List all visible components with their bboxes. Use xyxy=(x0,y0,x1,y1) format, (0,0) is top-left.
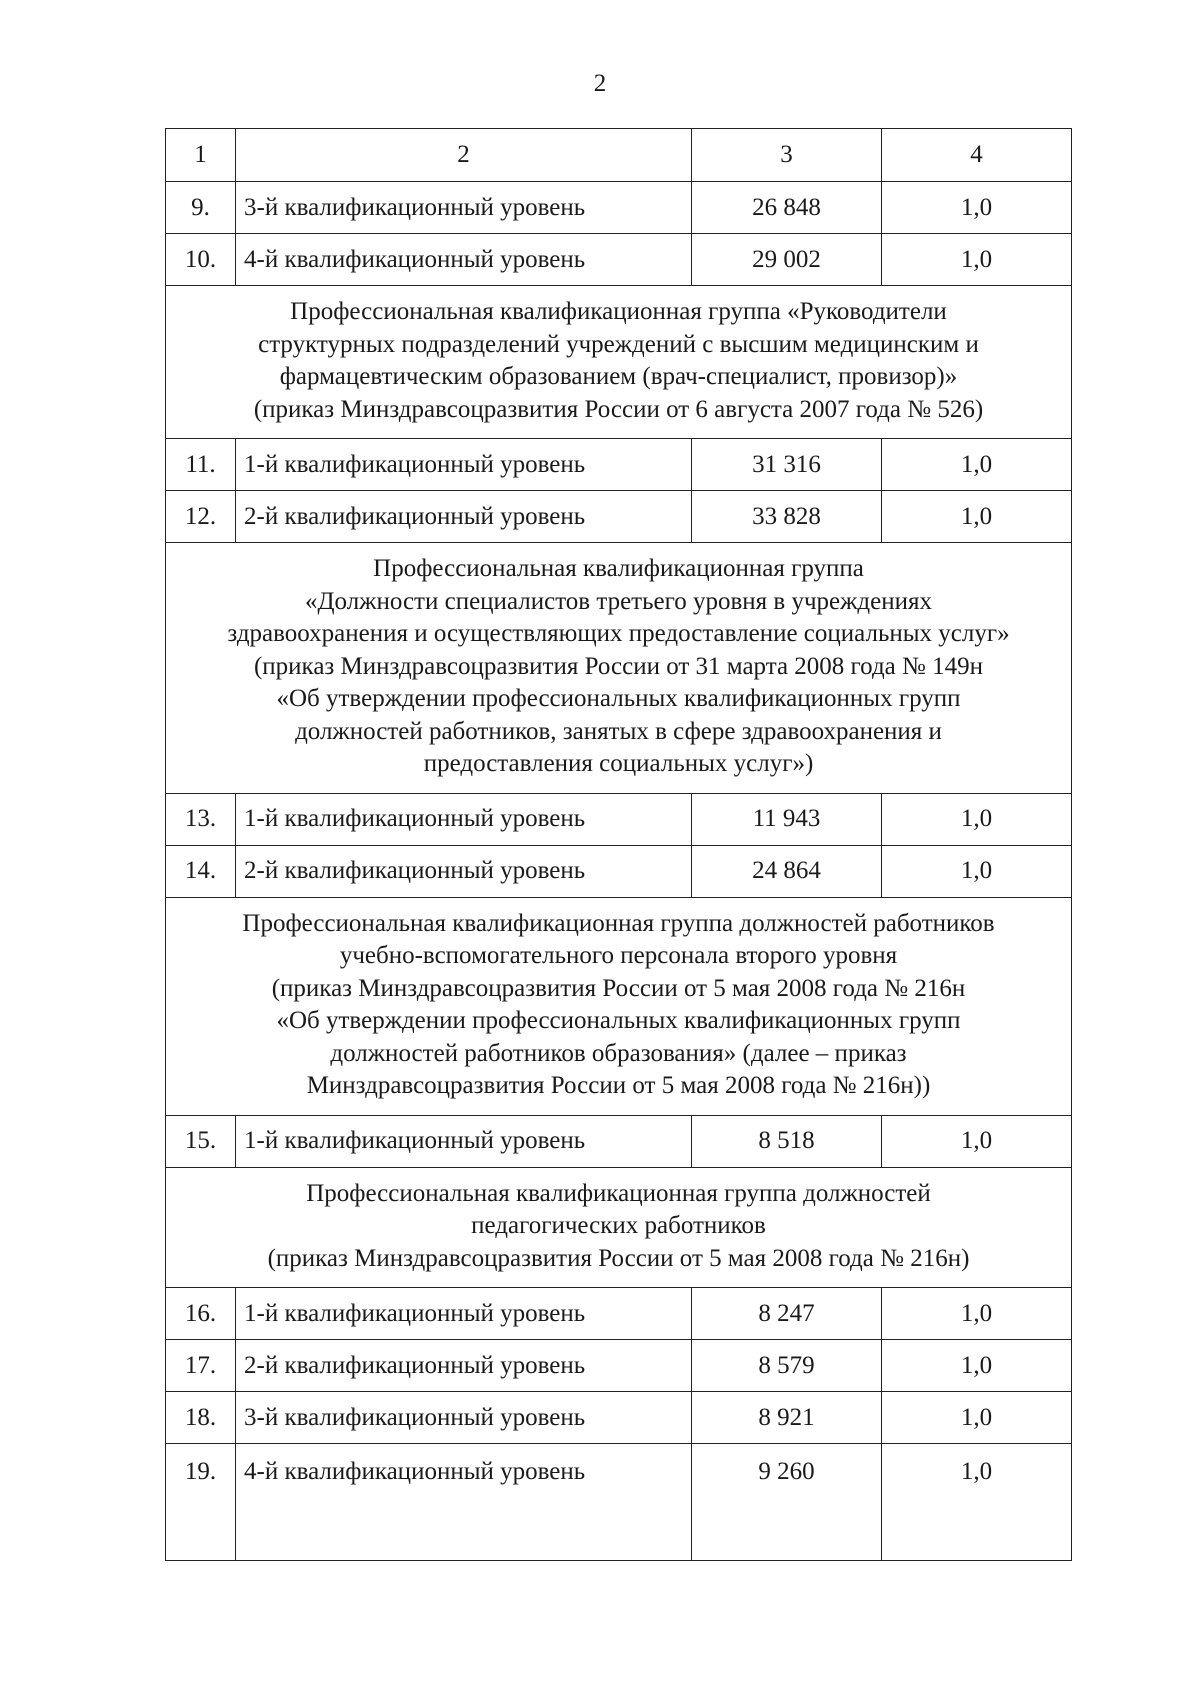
table-row xyxy=(166,1444,1072,1561)
group-heading-row xyxy=(166,286,1072,439)
row-number-cell: 13. xyxy=(166,793,236,845)
group-heading-row xyxy=(166,897,1072,1115)
row-number-cell: 14. xyxy=(166,845,236,897)
group-heading-line: «Об утверждении профессиональных квалификационных групп xyxy=(276,1007,961,1034)
row-salary-cell: 29 002 xyxy=(692,234,882,286)
table-row xyxy=(166,1288,1072,1340)
row-level-name-cell: 4-й квалификационный уровень xyxy=(236,234,692,286)
row-salary-cell: 8 579 xyxy=(692,1340,882,1392)
table-row xyxy=(166,793,1072,845)
row-level-name-cell: 3-й квалификационный уровень xyxy=(236,1392,692,1444)
row-level-name-cell: 2-й квалификационный уровень xyxy=(236,845,692,897)
group-heading-line: должностей работников образования» (далее – приказ xyxy=(330,1039,907,1067)
group-heading-cell xyxy=(166,286,1072,439)
group-heading-line: (приказ Минздравсоцразвития России от 5 мая 2008 года № 216н) xyxy=(267,1244,970,1272)
row-salary-cell: 8 247 xyxy=(692,1288,882,1340)
page-number: 2 xyxy=(593,70,607,97)
row-number-cell: 12. xyxy=(166,491,236,543)
header-cell-name: 2 xyxy=(236,129,692,182)
row-number-cell: 10. xyxy=(166,234,236,286)
row-coefficient-cell: 1,0 xyxy=(882,1115,1072,1167)
row-salary-cell: 11 943 xyxy=(692,793,882,845)
row-coefficient-cell: 1,0 xyxy=(882,234,1072,286)
group-heading-line: должностей работников, занятых в сфере здравоохранения и xyxy=(295,717,942,745)
row-coefficient-cell: 1,0 xyxy=(882,1392,1072,1444)
group-heading-line: (приказ Минздравсоцразвития России от 31 марта 2008 года № 149н xyxy=(253,652,984,680)
header-cell-salary: 3 xyxy=(692,129,882,182)
group-heading-cell xyxy=(166,1167,1072,1288)
row-level-name-cell: 4-й квалификационный уровень xyxy=(236,1444,692,1561)
group-heading-line: учебно-вспомогательного персонала второго уровня xyxy=(339,942,898,969)
row-number-cell: 18. xyxy=(166,1392,236,1444)
row-level-name-cell: 3-й квалификационный уровень xyxy=(236,182,692,234)
row-level-name-cell: 1-й квалификационный уровень xyxy=(236,1115,692,1167)
group-heading-row xyxy=(166,543,1072,794)
row-number-cell: 16. xyxy=(166,1288,236,1340)
table-row xyxy=(166,1392,1072,1444)
row-level-name-cell: 1-й квалификационный уровень xyxy=(236,793,692,845)
group-heading-line: (приказ Минздравсоцразвития России от 6 августа 2007 года № 526) xyxy=(253,395,984,423)
row-salary-cell: 8 518 xyxy=(692,1115,882,1167)
group-heading-line: «Об утверждении профессиональных квалификационных групп xyxy=(276,685,961,712)
row-coefficient-cell: 1,0 xyxy=(882,491,1072,543)
group-heading-line: структурных подразделений учреждений с высшим медицинским и xyxy=(258,330,979,358)
header-cell-num: 1 xyxy=(166,129,236,182)
row-salary-cell: 33 828 xyxy=(692,491,882,543)
group-heading-line: Профессиональная квалификационная группа «Руководители xyxy=(290,298,947,325)
group-heading-line: (приказ Минздравсоцразвития России от 5 мая 2008 года № 216н xyxy=(271,974,966,1002)
row-salary-cell: 31 316 xyxy=(692,439,882,491)
row-coefficient-cell: 1,0 xyxy=(882,1444,1072,1561)
row-level-name-cell: 1-й квалификационный уровень xyxy=(236,1288,692,1340)
table-row xyxy=(166,491,1072,543)
group-heading-row xyxy=(166,1167,1072,1288)
row-level-name-cell: 1-й квалификационный уровень xyxy=(236,439,692,491)
group-heading-line: фармацевтическим образованием (врач-специалист, провизор)» xyxy=(279,363,958,390)
group-heading-line: Профессиональная квалификационная группа должностей работников xyxy=(242,909,995,937)
group-heading-line: Минздравсоцразвития России от 5 мая 2008 года № 216н)) xyxy=(306,1072,931,1099)
group-heading-cell xyxy=(166,897,1072,1115)
row-salary-cell: 24 864 xyxy=(692,845,882,897)
row-coefficient-cell: 1,0 xyxy=(882,845,1072,897)
group-heading-line: Профессиональная квалификационная группа должностей xyxy=(306,1179,931,1207)
row-number-cell: 19. xyxy=(166,1444,236,1561)
group-heading-line: Профессиональная квалификационная группа xyxy=(373,555,864,582)
row-level-name-cell: 2-й квалификационный уровень xyxy=(236,491,692,543)
row-coefficient-cell: 1,0 xyxy=(882,182,1072,234)
row-coefficient-cell: 1,0 xyxy=(882,1288,1072,1340)
table-body xyxy=(166,129,1072,1561)
row-level-name-cell: 2-й квалификационный уровень xyxy=(236,1340,692,1392)
table-row xyxy=(166,234,1072,286)
row-number-cell: 9. xyxy=(166,182,236,234)
row-number-cell: 11. xyxy=(166,439,236,491)
row-salary-cell: 26 848 xyxy=(692,182,882,234)
salary-table xyxy=(165,128,1072,1561)
group-heading-line: «Должности специалистов третьего уровня в учреждениях xyxy=(304,587,932,615)
group-heading-line: педагогических работников xyxy=(471,1212,766,1239)
table-row xyxy=(166,1115,1072,1167)
table-row xyxy=(166,182,1072,234)
row-coefficient-cell: 1,0 xyxy=(882,439,1072,491)
header-cell-coef: 4 xyxy=(882,129,1072,182)
row-number-cell: 17. xyxy=(166,1340,236,1392)
table-row xyxy=(166,1340,1072,1392)
row-salary-cell: 9 260 xyxy=(692,1444,882,1561)
group-heading-line: здравоохранения и осуществляющих предоставление социальных услуг» xyxy=(227,620,1010,647)
group-heading-cell xyxy=(166,543,1072,794)
row-coefficient-cell: 1,0 xyxy=(882,793,1072,845)
row-number-cell: 15. xyxy=(166,1115,236,1167)
table-row xyxy=(166,845,1072,897)
row-salary-cell: 8 921 xyxy=(692,1392,882,1444)
table-row xyxy=(166,439,1072,491)
table-header-row xyxy=(166,129,1072,182)
group-heading-line: предоставления социальных услуг») xyxy=(423,750,814,777)
row-coefficient-cell: 1,0 xyxy=(882,1340,1072,1392)
